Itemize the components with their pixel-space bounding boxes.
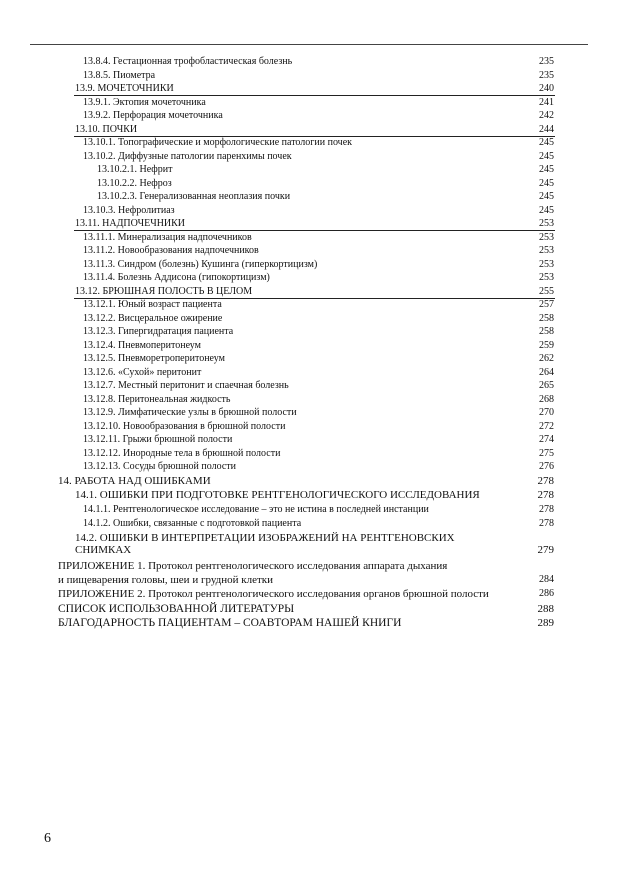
toc-entry-label: 14.2. ОШИБКИ В ИНТЕРПРЕТАЦИИ ИЗОБРАЖЕНИЙ НА РЕНТГЕНОВСКИХ: [75, 532, 455, 544]
toc-entry-label: 14. РАБОТА НАД ОШИБКАМИ: [58, 475, 211, 487]
toc-entry-label: 13.12.1. Юный возраст пациента: [83, 299, 222, 310]
toc-entry: [0, 231, 618, 245]
toc-entry-label: 13.12.7. Местный перитонит и спаечная болезнь: [83, 380, 289, 391]
toc-entry-label: 13.10.1. Топографические и морфологические патологии почек: [83, 137, 353, 148]
toc-entry-page: 253: [539, 258, 554, 270]
toc-entry-page: 272: [539, 420, 554, 432]
toc-entry-page: 242: [539, 110, 554, 121]
toc-entry-label: ПРИЛОЖЕНИЕ 1. Протокол рентгенологического исследования аппарата дыхания: [58, 560, 448, 572]
toc-entry-page: 245: [539, 204, 554, 216]
toc-entry: [0, 325, 618, 339]
toc-entry: [0, 339, 618, 353]
toc-entry: [0, 379, 618, 393]
toc-entry-label: 13.10.3. Нефролитиаз: [83, 204, 175, 216]
toc-entry-label: 13.12. БРЮШНАЯ ПОЛОСТЬ В ЦЕЛОМ: [75, 285, 253, 297]
toc-entry: [74, 285, 555, 299]
toc-entry-label: ПРИЛОЖЕНИЕ 2. Протокол рентгенологического исследования органов брюшной полости: [58, 588, 489, 600]
toc-entry-page: 274: [539, 434, 554, 445]
toc-entry: [0, 96, 618, 110]
toc-entry-page: 276: [539, 461, 554, 472]
toc-entry: [74, 123, 555, 137]
toc-entry: [0, 150, 618, 164]
toc-entry: [74, 82, 555, 96]
header-rule: [30, 44, 588, 45]
toc-entry-page: 245: [539, 177, 554, 189]
toc-entry-label: 13.12.13. Сосуды брюшной полости: [83, 461, 236, 472]
toc-entry-page: 240: [539, 83, 554, 94]
toc-entry-label: 14.1. ОШИБКИ ПРИ ПОДГОТОВКЕ РЕНТГЕНОЛОГИЧЕСКОГО ИССЛЕДОВАНИЯ: [75, 489, 480, 501]
toc-entry-label: БЛАГОДАРНОСТЬ ПАЦИЕНТАМ – СОАВТОРАМ НАШЕЙ КНИГИ: [58, 617, 402, 629]
toc-entry-page: 284: [539, 574, 554, 585]
toc-entry: [0, 204, 618, 218]
toc-entry-page: 279: [537, 544, 554, 556]
toc-entry-label: 13.12.2. Висцеральное ожирение: [83, 312, 223, 324]
toc-entry-page: 245: [539, 137, 554, 148]
toc-entry-page: 289: [537, 617, 554, 629]
toc-entry-label: 13.11. НАДПОЧЕЧНИКИ: [75, 218, 186, 229]
toc-entry: [0, 460, 618, 474]
toc-entry-page: 255: [539, 285, 554, 297]
toc-entry: [0, 271, 618, 285]
toc-entry: [0, 616, 618, 630]
toc-entry-page: 235: [539, 69, 554, 81]
toc-entry: [0, 602, 618, 616]
toc-entry: [0, 517, 618, 531]
toc-entry-page: 253: [539, 272, 554, 283]
toc-entry-label: СПИСОК ИСПОЛЬЗОВАННОЙ ЛИТЕРАТУРЫ: [58, 603, 295, 615]
toc-entry-label: 13.9.1. Эктопия мочеточника: [83, 96, 206, 108]
toc-entry: [0, 190, 618, 204]
toc-entry: [0, 366, 618, 380]
toc-entry-label: 13.12.10. Новообразования в брюшной полости: [83, 420, 286, 432]
toc-entry: [0, 573, 618, 587]
toc-entry: [0, 447, 618, 461]
toc-entry-label: 13.9.2. Перфорация мочеточника: [83, 110, 223, 121]
toc-entry-label: 13.11.3. Синдром (болезнь) Кушинга (гиперкортицизм): [83, 258, 318, 270]
toc-entry-label: 13.12.8. Перитонеальная жидкость: [83, 393, 231, 405]
toc-entry-label: 13.11.2. Новообразования надпочечников: [83, 245, 259, 256]
toc-entry-page: 264: [539, 366, 554, 378]
toc-entry-page: 278: [539, 504, 554, 515]
toc-entry-label: 13.10.2.1. Нефрит: [97, 164, 173, 175]
toc-entry: [0, 587, 618, 601]
toc-entry: [0, 352, 618, 366]
toc-entry-page: 253: [539, 245, 554, 256]
toc-entry-page: 253: [539, 218, 554, 229]
toc-entry: [74, 217, 555, 231]
toc-entry-page: 244: [539, 123, 554, 135]
toc-entry-page: 245: [539, 150, 554, 162]
toc-entry-page: 268: [539, 393, 554, 405]
toc-entry-label: 13.12.4. Пневмоперитонеум: [83, 339, 202, 351]
toc-entry: [0, 474, 618, 488]
toc-entry-label: 13.12.6. «Сухой» перитонит: [83, 366, 202, 378]
toc-entry-page: 270: [539, 407, 554, 418]
toc-entry: [0, 298, 618, 312]
toc-entry-label: 14.1.1. Рентгенологическое исследование – это не истина в последней инстанции: [83, 504, 429, 515]
toc-entry: [0, 433, 618, 447]
toc-entry: [0, 543, 618, 557]
toc-entry-page: 278: [537, 489, 554, 501]
toc-entry-page: 259: [539, 339, 554, 351]
toc-entry-label: 13.8.5. Пиометра: [83, 69, 156, 81]
toc-entry-label: 13.12.3. Гипергидратация пациента: [83, 326, 234, 337]
toc-entry-label: СНИМКАХ: [75, 544, 132, 556]
toc-entry-label: 13.12.11. Грыжи брюшной полости: [83, 434, 233, 445]
toc-entry: [0, 312, 618, 326]
toc-entry: [0, 109, 618, 123]
toc-entry-label: 13.12.9. Лимфатические узлы в брюшной полости: [83, 407, 297, 418]
toc-entry: [0, 393, 618, 407]
toc-entry-page: 275: [539, 447, 554, 459]
toc-entry: [0, 163, 618, 177]
toc-entry-label: 13.10.2. Диффузные патологии паренхимы почек: [83, 150, 292, 162]
toc-entry: [0, 406, 618, 420]
toc-entry-label: и пищеварения головы, шеи и грудной клетки: [58, 574, 273, 586]
toc-entry-page: 286: [539, 588, 554, 599]
toc-entry-page: 278: [537, 475, 554, 487]
toc-entry-label: 13.10.2.3. Генерализованная неоплазия почки: [97, 191, 291, 202]
toc-entry-page: 265: [539, 380, 554, 391]
toc-entry-page: 241: [539, 96, 554, 108]
toc-entry: [0, 136, 618, 150]
toc-entry-label: 14.1.2. Ошибки, связанные с подготовкой пациента: [83, 518, 302, 529]
toc-entry-page: 262: [539, 353, 554, 364]
toc-entry-page: 245: [539, 191, 554, 202]
toc-entry-page: 245: [539, 164, 554, 175]
toc-entry-page: 257: [539, 299, 554, 310]
toc-entry: [0, 488, 618, 502]
toc-entry-label: 13.9. МОЧЕТОЧНИКИ: [75, 83, 174, 94]
toc-entry: [0, 559, 618, 573]
toc-entry: [0, 244, 618, 258]
toc-entry-page: 258: [539, 326, 554, 337]
toc-entry-label: 13.10.2.2. Нефроз: [97, 177, 172, 189]
toc-entry-page: 288: [537, 603, 554, 615]
toc-entry-label: 13.12.5. Пневморетроперитонеум: [83, 353, 225, 364]
toc-entry-page: 278: [539, 518, 554, 529]
toc-entry: [0, 177, 618, 191]
toc-entry-label: 13.10. ПОЧКИ: [75, 123, 138, 135]
toc-entry-page: 253: [539, 231, 554, 243]
toc-entry-page: 235: [539, 56, 554, 67]
toc-entry-label: 13.12.12. Инородные тела в брюшной полости: [83, 447, 281, 459]
toc-entry: [0, 503, 618, 517]
toc-entry: [0, 55, 618, 69]
toc-entry-label: 13.11.4. Болезнь Аддисона (гипокортицизм): [83, 272, 270, 283]
toc-entry: [0, 258, 618, 272]
toc-entry-page: 258: [539, 312, 554, 324]
toc-entry-label: 13.8.4. Гестационная трофобластическая болезнь: [83, 56, 293, 67]
toc-entry: [0, 69, 618, 83]
toc-entry: [0, 420, 618, 434]
toc-entry-label: 13.11.1. Минерализация надпочечников: [83, 231, 252, 243]
page-number: 6: [44, 831, 51, 846]
